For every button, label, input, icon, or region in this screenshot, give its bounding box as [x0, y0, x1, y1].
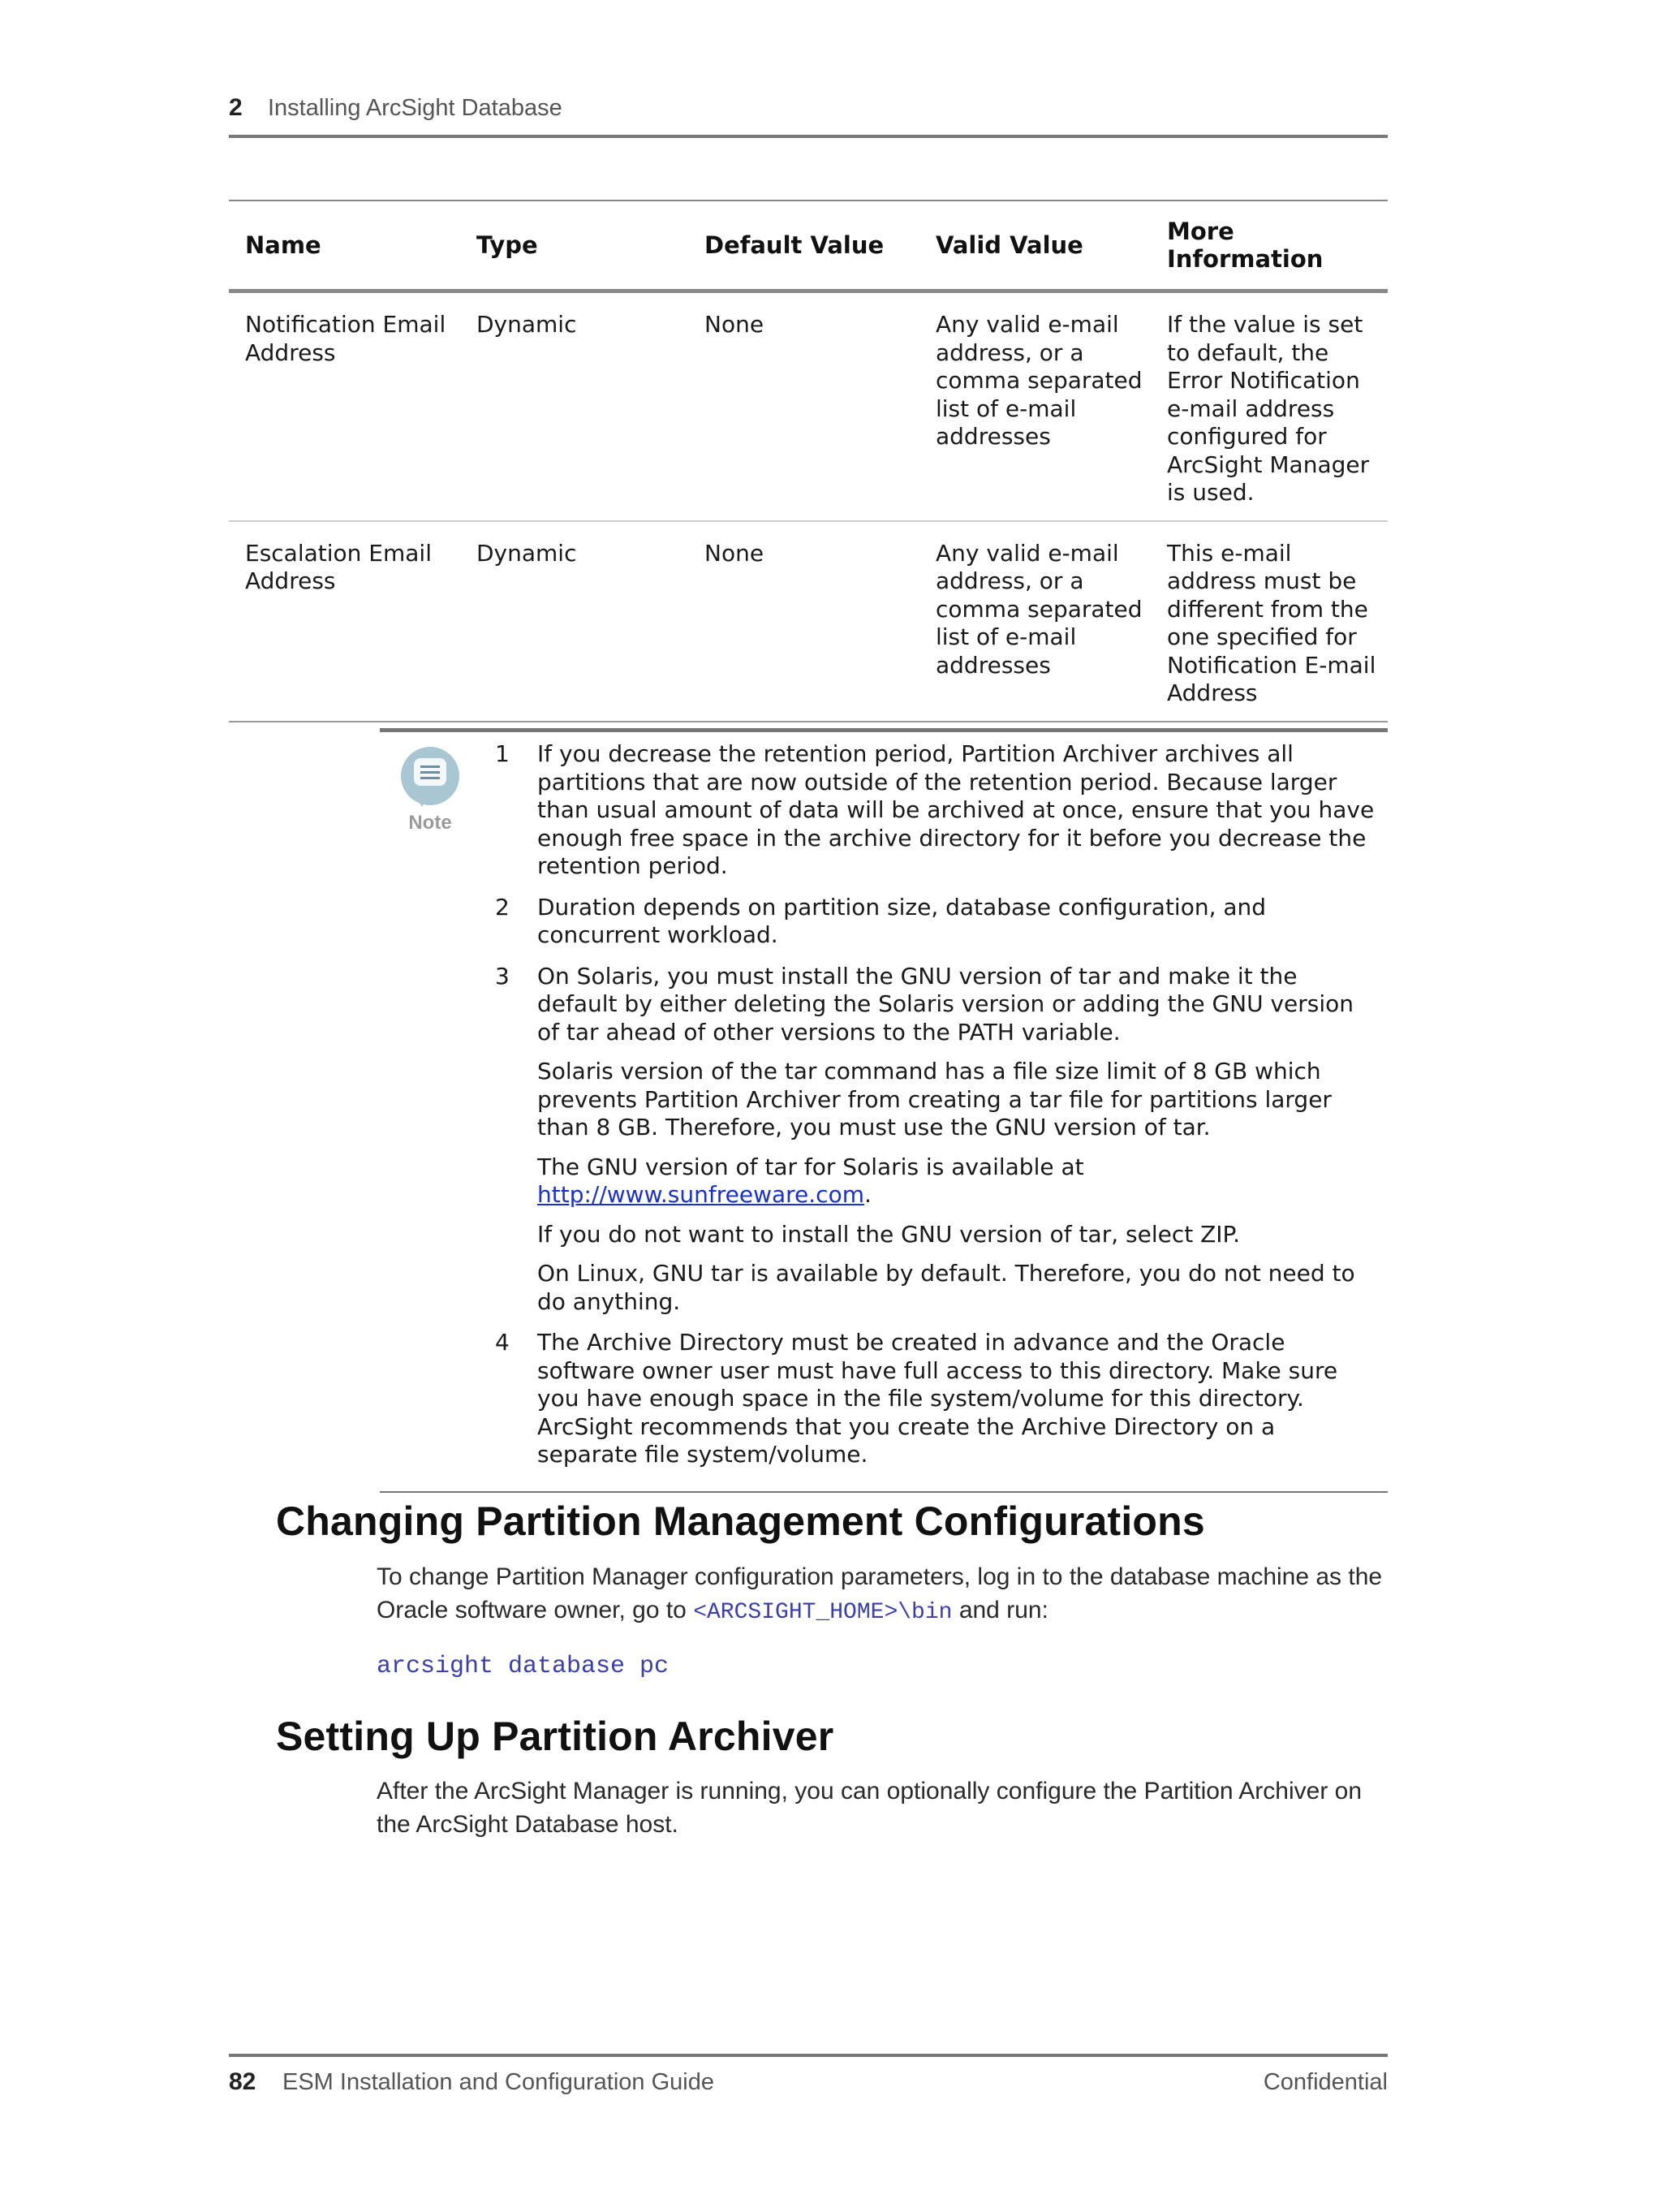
note-item-number: 2 [495, 893, 510, 921]
cell-name: Escalation Email Address [245, 539, 432, 594]
command-line: arcsight database pc [377, 1653, 670, 1680]
note-item-subparagraph: If you do not want to install the GNU version of tar, select ZIP. [537, 1220, 1240, 1248]
note-item-subparagraph: On Linux, GNU tar is available by default. Therefore, you do not need to do anything. [537, 1260, 1355, 1315]
cell-valid: Any valid e-mail address, or a comma separated list of e-mail addresses [936, 311, 1143, 450]
sunfreeware-link[interactable]: http://www.sunfreeware.com [537, 1181, 864, 1208]
column-header-valid-value: Valid Value [936, 231, 1083, 259]
note-item-text: If you decrease the retention period, Partition Archiver archives all partitions that are now outside of the retention period. Because larger than usual amount of data will be archived at once, ensure that you have enough free space in the archive directory for it before you decrease the retention period. [537, 740, 1375, 879]
column-header-type: Type [476, 231, 538, 259]
parameter-table [229, 200, 1388, 722]
note-item-subparagraph: Solaris version of the tar command has a file size limit of 8 GB which prevents Partition Archiver from creating a tar file for partitions larger than 8 GB. Therefore, you must use the GNU version of tar. [537, 1058, 1332, 1140]
cell-type: Dynamic [476, 539, 577, 567]
link-intro-text: The GNU version of tar for Solaris is available at [537, 1153, 1084, 1180]
note-item-text: The Archive Directory must be created in advance and the Oracle software owner user must have full access to this directory. Make sure you have enough space in the file system/volume for this directory. ArcSight recommends that you create the Archive Directory on a separate file system/volume. [537, 1329, 1338, 1468]
column-header-name: Name [245, 231, 321, 259]
chapter-number: 2 [229, 94, 243, 121]
column-header-more-information: More Information [1167, 218, 1324, 273]
note-label: Note [408, 812, 452, 834]
cell-default: None [704, 539, 764, 567]
column-header-default-value: Default Value [704, 231, 885, 259]
cell-type: Dynamic [476, 311, 577, 338]
section-heading-partition-management: Changing Partition Management Configurations [276, 1498, 1205, 1544]
note-icon [394, 747, 466, 836]
note-box [380, 728, 1388, 1493]
note-item-number: 1 [495, 740, 510, 767]
classification-label: Confidential [1263, 2069, 1388, 2095]
note-item-text: Duration depends on partition size, database configuration, and concurrent workload. [537, 893, 1267, 948]
page-footer [229, 2054, 1388, 2093]
cell-default: None [704, 311, 764, 338]
note-item [495, 1329, 1376, 1469]
inline-code-path: <ARCSIGHT_HOME>\bin [693, 1600, 953, 1625]
note-item-text: On Solaris, you must install the GNU version of tar and make it the default by either deleting the Solaris version or adding the GNU version of tar ahead of other versions to the PATH variable. [537, 962, 1354, 1046]
running-header [229, 94, 1388, 138]
chapter-title: Installing ArcSight Database [268, 95, 562, 121]
note-item-subparagraph [537, 1153, 1376, 1209]
cell-info: This e-mail address must be different from the one specified for Notification E-mail Address [1167, 539, 1376, 706]
note-list [495, 740, 1376, 1482]
note-item [495, 740, 1376, 881]
note-item-number: 4 [495, 1329, 510, 1356]
note-item-number: 3 [495, 962, 510, 990]
section-paragraph [377, 1560, 1383, 1629]
note-item [495, 963, 1376, 1317]
speech-bubble-icon [401, 747, 459, 805]
table-row [229, 291, 1388, 521]
link-suffix: . [863, 1181, 872, 1208]
note-item [495, 894, 1376, 950]
section-heading-partition-archiver: Setting Up Partition Archiver [276, 1714, 834, 1759]
page-number: 82 [229, 2068, 256, 2095]
book-title: ESM Installation and Configuration Guide [282, 2069, 714, 2095]
cell-info: If the value is set to default, the Error Notification e-mail address configured for ArcSight Manager is used. [1167, 311, 1370, 506]
paragraph-text: To change Partition Manager configuration parameters, log in to the database machine as the Oracle software owner, go to [377, 1563, 1383, 1623]
cell-valid: Any valid e-mail address, or a comma separated list of e-mail addresses [936, 539, 1143, 679]
table-header-row [229, 201, 1388, 291]
section-paragraph: After the ArcSight Manager is running, you can optionally configure the Partition Archiver on the ArcSight Database host. [377, 1778, 1363, 1838]
paragraph-text: and run: [958, 1597, 1048, 1623]
cell-name: Notification Email Address [245, 311, 446, 366]
table-row [229, 521, 1388, 722]
